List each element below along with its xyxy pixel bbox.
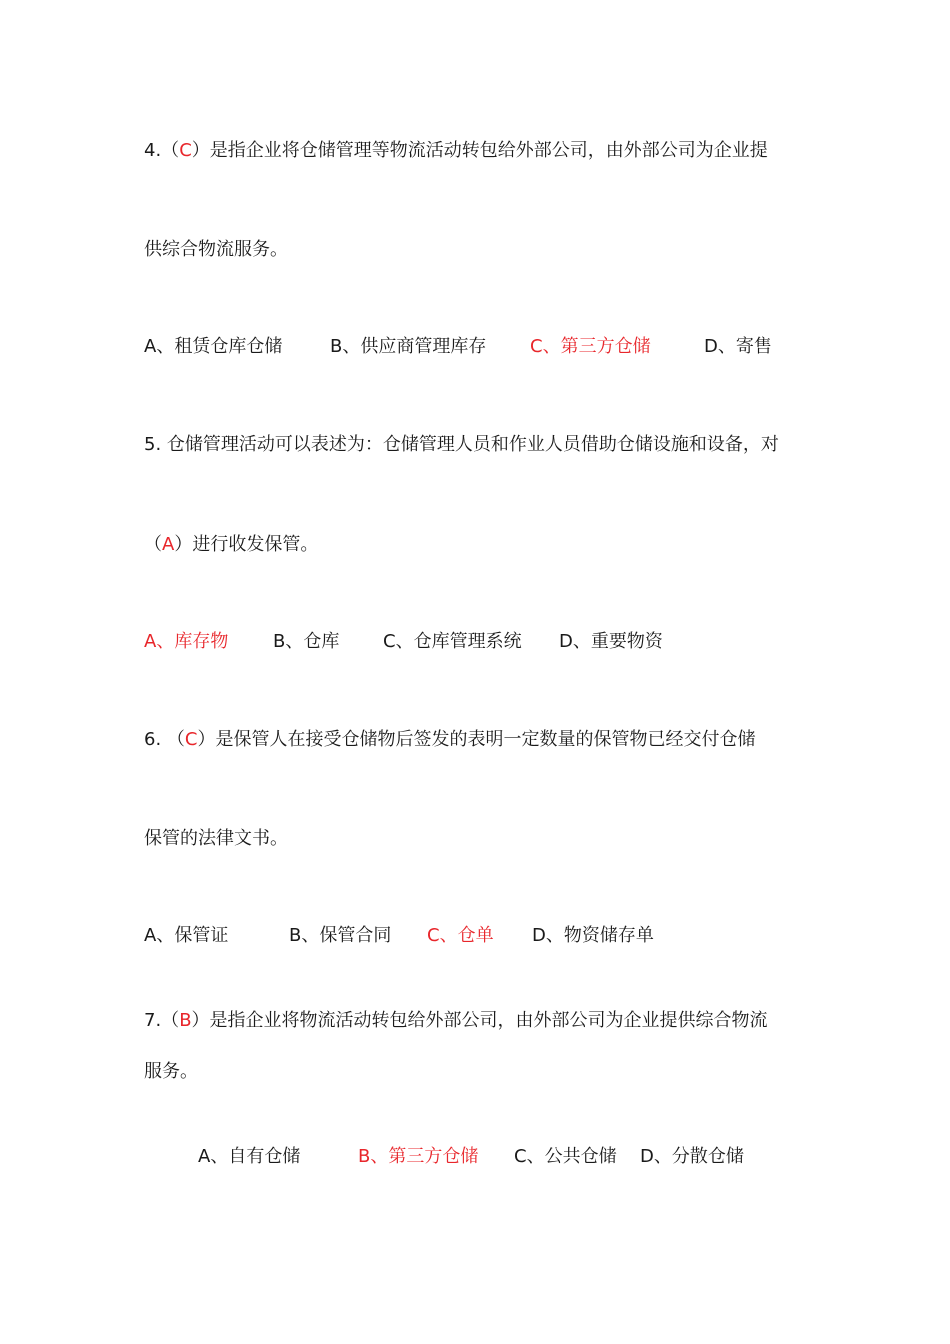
q4-stem-line2: 供综合物流服务。: [144, 239, 288, 260]
q5-answer: A: [162, 534, 175, 555]
q6-option-c: C、仓单: [427, 925, 494, 946]
q7-stem-text: ）是指企业将物流活动转包给外部公司，由外部公司为企业提供综合物流: [191, 1010, 768, 1031]
q6-answer: C: [184, 729, 198, 750]
q4-stem-line1: [144, 138, 768, 164]
q7-stem-line1: [144, 1008, 768, 1034]
q7-option-d: D、分散仓储: [640, 1146, 744, 1167]
q6-option-d: D、物资储存单: [532, 925, 654, 946]
q6-option-b: B、保管合同: [289, 925, 392, 946]
q5-paren: （: [144, 534, 162, 555]
q7-stem-line2: 服务。: [144, 1061, 198, 1082]
q4-stem-text: ）是指企业将仓储管理等物流活动转包给外部公司，由外部公司为企业提: [191, 140, 768, 161]
q4-option-b: B、供应商管理库存: [330, 336, 487, 357]
q4-number: 4.（: [144, 140, 180, 161]
q6-option-a: A、保管证: [144, 925, 229, 946]
q4-option-c: C、第三方仓储: [530, 336, 651, 357]
q6-stem-line1: [144, 727, 755, 753]
q6-stem-line2: 保管的法律文书。: [144, 828, 288, 849]
q7-option-c: C、公共仓储: [514, 1146, 617, 1167]
q5-stem-text: ）进行收发保管。: [174, 534, 319, 555]
q7-answer: B: [179, 1010, 192, 1031]
q5-option-a: A、库存物: [144, 631, 229, 652]
q5-option-c: C、仓库管理系统: [383, 631, 522, 652]
q5-stem-line2: [144, 532, 318, 558]
q4-option-a: A、租赁仓库仓储: [144, 336, 283, 357]
q7-number: 7.（: [144, 1010, 180, 1031]
q4-answer: C: [179, 140, 192, 161]
q6-stem-text: ）是保管人在接受仓储物后签发的表明一定数量的保管物已经交付仓储: [197, 729, 756, 750]
q5-stem-line1: 5. 仓储管理活动可以表述为：仓储管理人员和作业人员借助仓储设施和设备，对: [144, 434, 779, 455]
q4-option-d: D、寄售: [704, 336, 772, 357]
q5-option-d: D、重要物资: [559, 631, 663, 652]
q7-option-a: A、自有仓储: [198, 1146, 301, 1167]
q6-number: 6. （: [144, 729, 185, 750]
q7-option-b: B、第三方仓储: [358, 1146, 479, 1167]
q5-option-b: B、仓库: [273, 631, 340, 652]
